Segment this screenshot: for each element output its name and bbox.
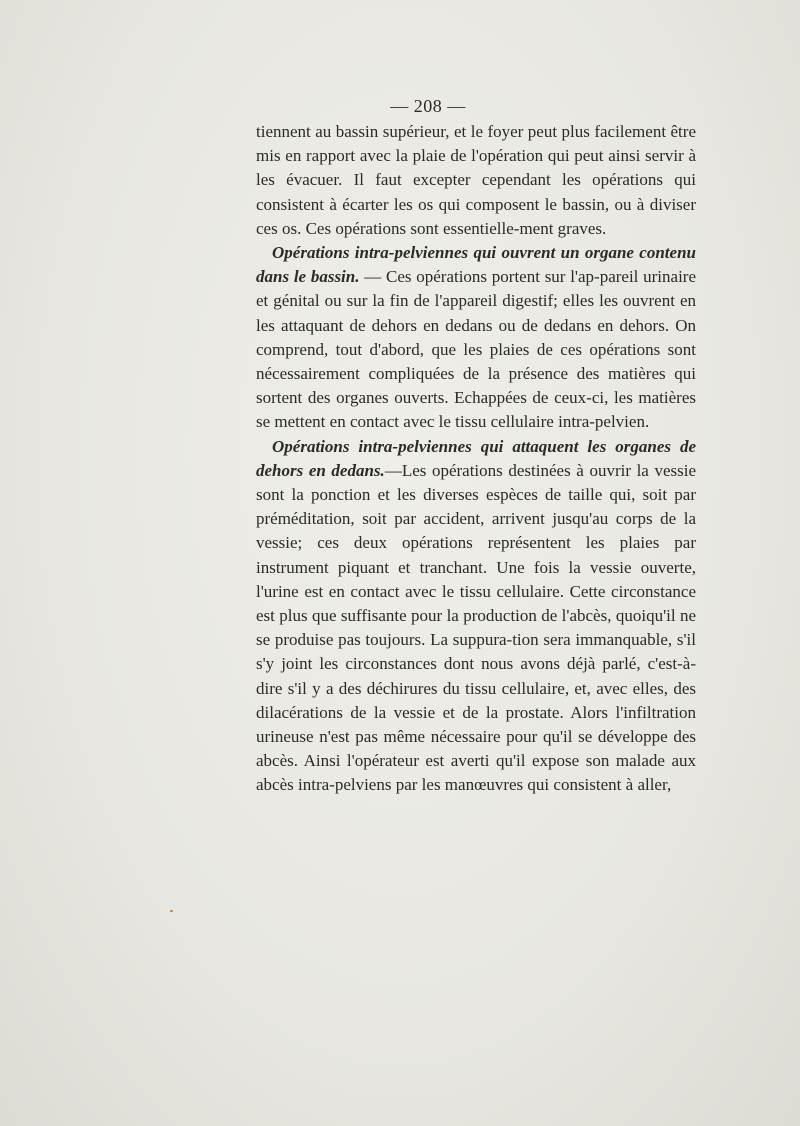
section-heading: Opérations intra-pelviennes qui attaquent les organes de dehors en dedans. [256, 436, 696, 480]
body-text [256, 120, 696, 798]
page-number: — 208 — [390, 96, 466, 116]
paper-speck [170, 910, 173, 912]
section-heading: Opérations intra-pelviennes qui ouvrent un organe contenu dans le bassin. [256, 243, 696, 287]
paragraph-continuation [256, 120, 696, 241]
paragraph-section [256, 241, 696, 435]
paragraph-text: — Ces opérations portent sur l'ap-pareil urinaire et génital ou sur la fin de l'appareil digestif; elles les ouvrent en les attaquant de dehors en dedans ou de dedans en dehors. On comprend, tout d'abord, que les plaies de ces opérations sont nécessairement compliquées de la présence des matières qui sortent des organes ouverts. Echappées de ceux-ci, les matières se mettent en contact avec le tissu cellulaire intra-pelvien. [256, 267, 697, 432]
paragraph-section [256, 435, 696, 798]
paragraph-text: tiennent au bassin supérieur, et le foyer peut plus facilement être mis en rapport avec la plaie de l'opération qui peut ainsi servir à les évacuer. Il faut excepter cependant les opérations qui consistent à écarter les os qui composent le bassin, ou à diviser ces os. Ces opérations sont essentielle-ment graves. [256, 122, 696, 238]
paragraph-text: —Les opérations destinées à ouvrir la vessie sont la ponction et les diverses espèces de taille qui, soit par préméditation, soit par accident, arrivent jusqu'au corps de la vessie; ces deux opérations représentent les plaies par instrument piquant et tranchant. Une fois la vessie ouverte, l'urine est en contact avec le tissu cellulaire. Cette circonstance est plus que suffisante pour la production de l'abcès, quoiqu'il ne se produise pas toujours. La suppura-tion sera immanquable, s'il s'y joint les circonstances dont nous avons déjà parlé, c'est-à-dire s'il y a des déchirures du tissu cellulaire, et, avec elles, des dilacérations de la vessie et de la prostate. Alors l'infiltration urineuse n'est pas même nécessaire pour qu'il se développe des abcès. Ainsi l'opérateur est averti qu'il expose son malade aux abcès intra-pelviens par les manœuvres qui consistent à aller, [256, 460, 696, 795]
